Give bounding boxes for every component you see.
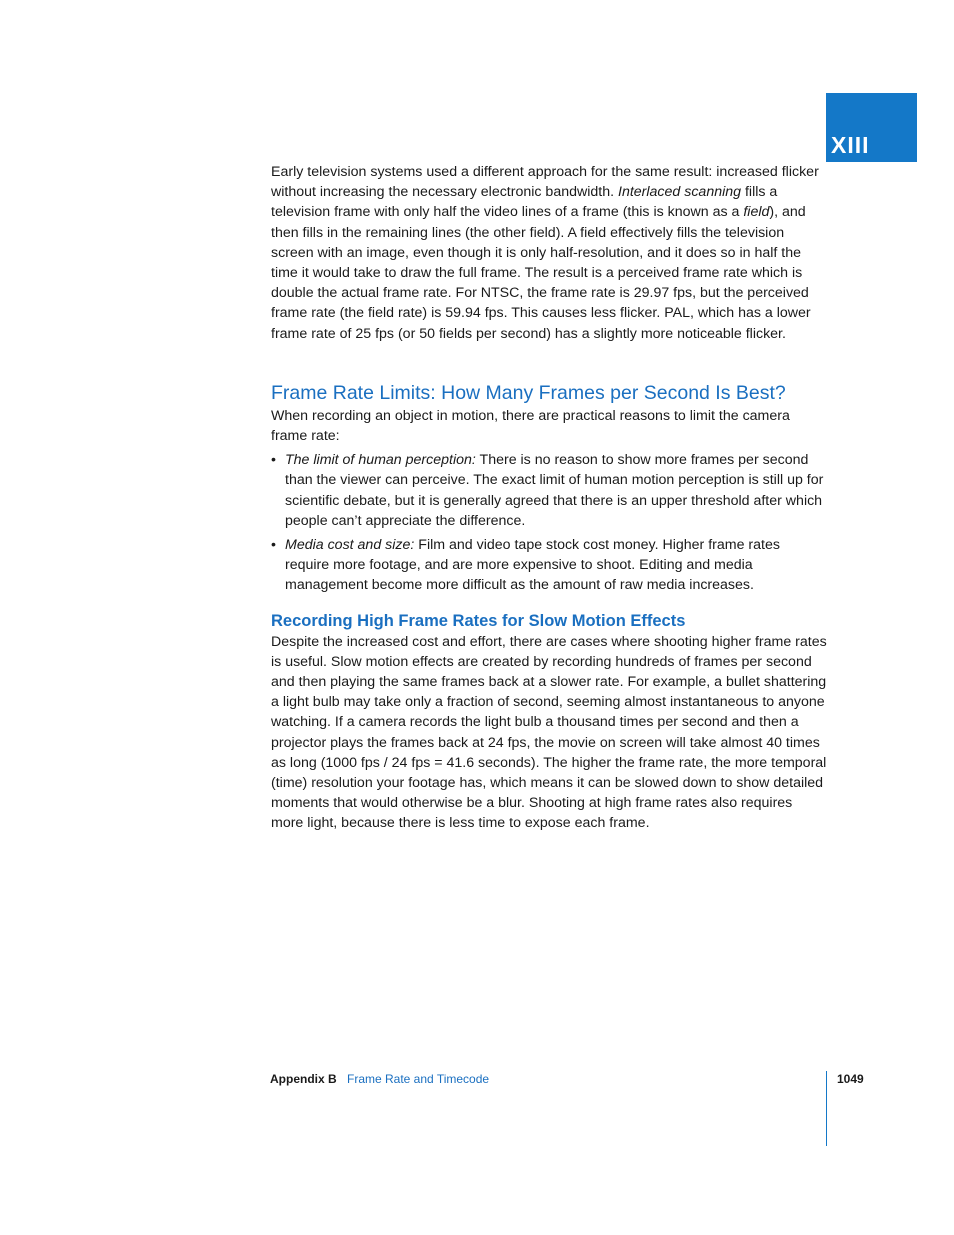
bullet-term: Media cost and size: [285, 537, 415, 554]
bullet-text: There is no reason to show more frames per second than the viewer can perceive. The exact limit of human motion perception is still up for scientific debate, but it is generally agreed that there is an upper threshold after which people can’t appreciate the difference. [285, 452, 824, 529]
subsection-heading: Recording High Frame Rates for Slow Motion Effects [271, 611, 686, 630]
subsection-body: Despite the increased cost and effort, there are cases where shooting higher frame rates is useful. Slow motion effects are created by recording hundreds of frames per second and then playing the same frames back at a slower rate. For example, a bullet shattering a light bulb may take only a fraction of second, seeming almost instantaneous to anyone watching. If a camera records the light bulb a thousand times per second and then a projector plays the frames back at 24 fps, the movie on screen will take almost 40 times as long (1000 fps / 24 fps = 41.6 seconds). The higher the frame rate, the more temporal (time) resolution your footage has, which means it can be slowed down to show detailed moments that would otherwise be a blur. Shooting at high frame rates also requires more light, because there is less time to expose each frame. [271, 633, 827, 832]
bullet-item-human-perception [271, 450, 827, 531]
intro-term-field: field [743, 204, 770, 221]
bullet-item-media-cost [271, 535, 827, 596]
intro-term-interlaced: Interlaced scanning [618, 184, 742, 201]
bullet-text: Film and video tape stock cost money. Higher frame rates require more footage, and are more expensive to shoot. Editing and media management become more difficult as the amount of raw media increases. [285, 537, 780, 594]
bullet-list [271, 450, 827, 595]
bullet-term: The limit of human perception: [285, 452, 476, 469]
chapter-tab [826, 93, 917, 162]
intro-text-3: ), and then fills in the remaining lines (the other field). A field effectively fills the television screen with an image, even though it is only half-resolution, and it does so in half the time it would take to draw the full frame. The result is a perceived frame rate which is double the actual frame rate. For NTSC, the frame rate is 29.97 fps, but the perceived frame rate (the field rate) is 59.94 fps. This causes less flicker. PAL, which has a lower frame rate of 25 fps (or 50 fields per second) has a slightly more noticeable flicker. [271, 204, 811, 342]
bullet-marker: • [271, 537, 276, 554]
footer-appendix-label: Appendix B [270, 1072, 337, 1086]
intro-text-1: Early television systems used a different approach for the same result: increased flicker without increasing the necessary electronic bandwidth. [271, 164, 819, 201]
chapter-tab-label: XIII [831, 132, 870, 158]
page-number: 1049 [837, 1072, 864, 1086]
page-content [271, 162, 827, 834]
footer-divider [826, 1071, 827, 1146]
footer-chapter-title: Frame Rate and Timecode [347, 1072, 490, 1086]
section-intro: When recording an object in motion, there are practical reasons to limit the camera frame rate: [271, 407, 790, 445]
section-heading: Frame Rate Limits: How Many Frames per Second Is Best? [271, 381, 786, 404]
intro-paragraph [271, 162, 827, 344]
intro-text-2: fills a television frame with only half the video lines of a frame (this is known as a [271, 184, 778, 221]
bullet-marker: • [271, 452, 276, 469]
